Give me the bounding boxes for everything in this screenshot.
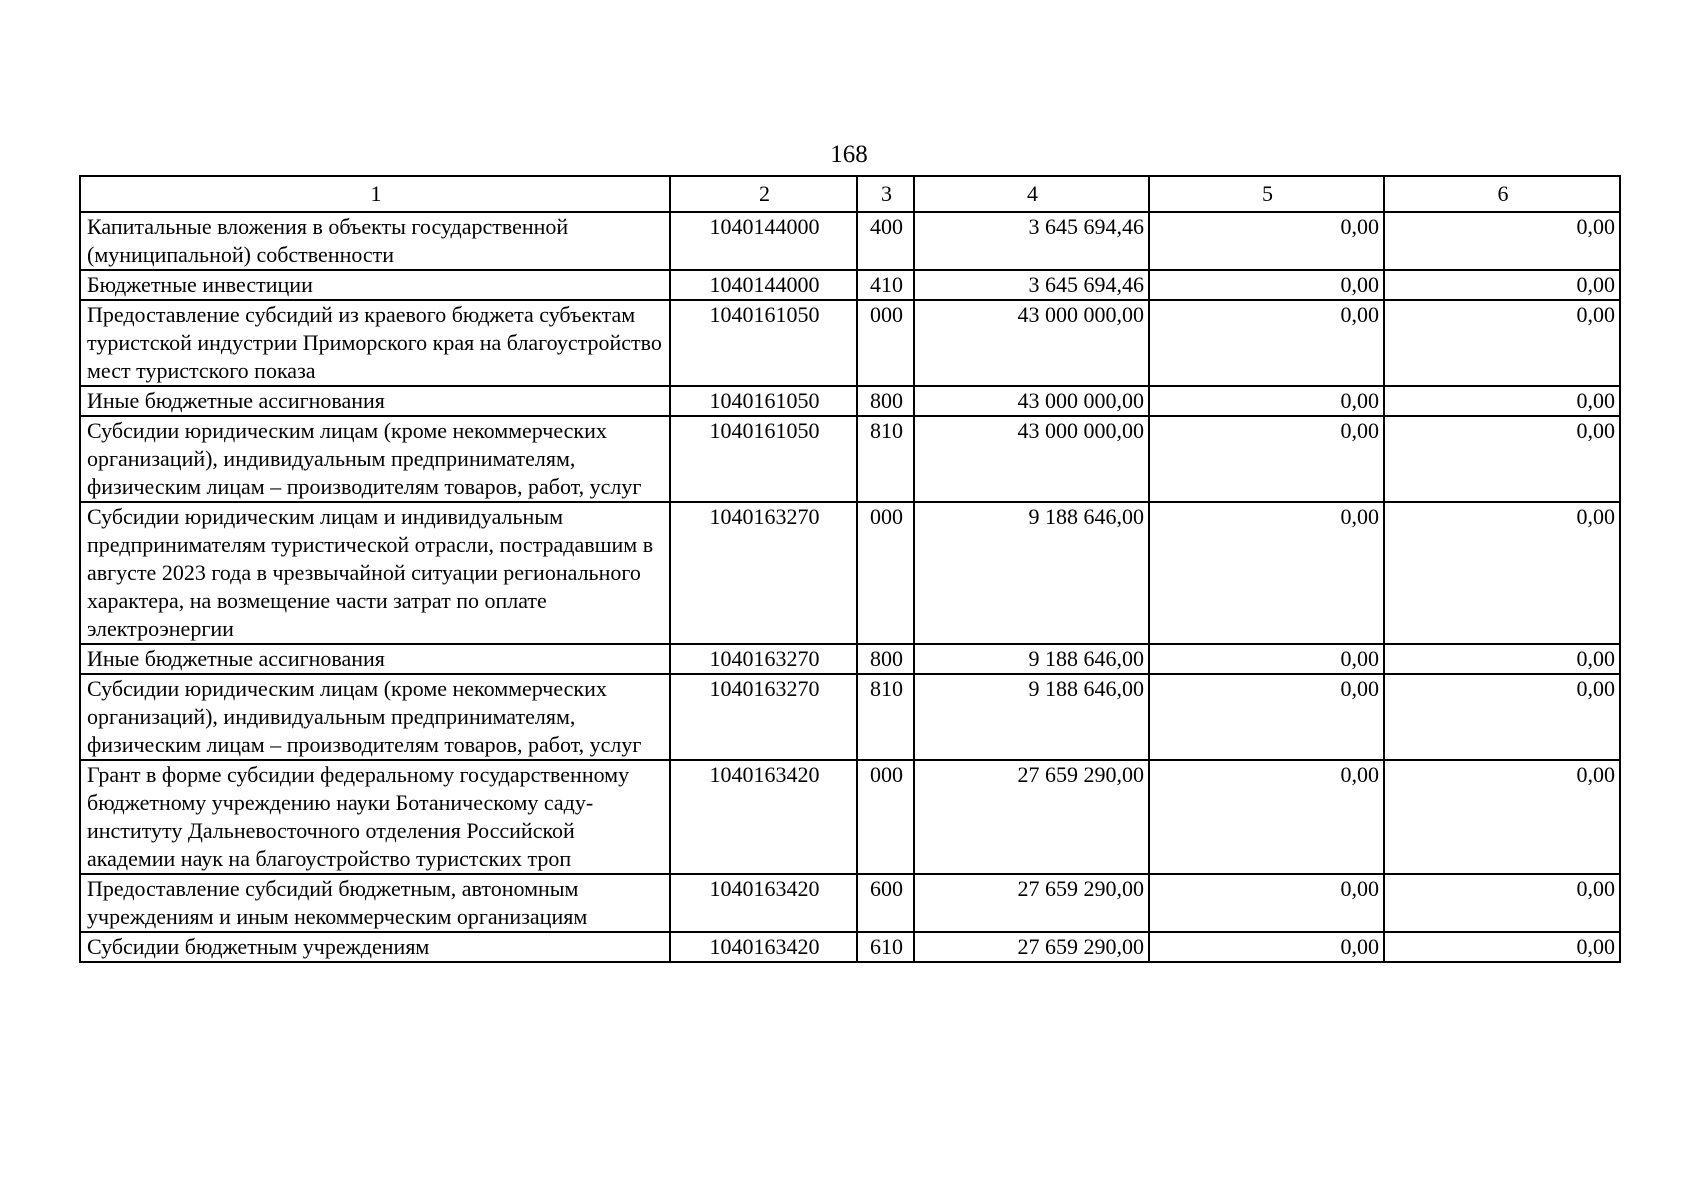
- row-code: 1040163270: [670, 644, 857, 674]
- row-name: Субсидии бюджетным учреждениям: [80, 932, 670, 962]
- row-type: 800: [857, 386, 914, 416]
- row-value-5: 0,00: [1149, 212, 1384, 270]
- table-header-row: [80, 176, 1620, 212]
- row-value-6: 0,00: [1384, 932, 1620, 962]
- row-value-4: 9 188 646,00: [914, 674, 1149, 760]
- table-row: [80, 644, 1620, 674]
- row-name: Субсидии юридическим лицам (кроме некоммерческих организаций), индивидуальным предпринимателям, физическим лицам – производителям товаров, работ, услуг: [80, 674, 670, 760]
- row-value-6: 0,00: [1384, 270, 1620, 300]
- table-row: [80, 300, 1620, 386]
- row-type: 000: [857, 300, 914, 386]
- budget-table: [79, 175, 1621, 963]
- row-type: 800: [857, 644, 914, 674]
- row-value-5: 0,00: [1149, 874, 1384, 932]
- row-code: 1040163270: [670, 502, 857, 644]
- row-code: 1040161050: [670, 300, 857, 386]
- row-value-6: 0,00: [1384, 502, 1620, 644]
- row-name: Бюджетные инвестиции: [80, 270, 670, 300]
- row-value-4: 3 645 694,46: [914, 212, 1149, 270]
- table-row: [80, 932, 1620, 962]
- row-value-5: 0,00: [1149, 760, 1384, 874]
- row-value-6: 0,00: [1384, 416, 1620, 502]
- row-value-5: 0,00: [1149, 932, 1384, 962]
- row-code: 1040161050: [670, 386, 857, 416]
- row-type: 410: [857, 270, 914, 300]
- row-name: Предоставление субсидий бюджетным, автономным учреждениям и иным некоммерческим организациям: [80, 874, 670, 932]
- table-row: [80, 386, 1620, 416]
- row-value-4: 27 659 290,00: [914, 874, 1149, 932]
- row-value-6: 0,00: [1384, 760, 1620, 874]
- column-header: 2: [670, 176, 857, 212]
- row-code: 1040163270: [670, 674, 857, 760]
- row-name: Капитальные вложения в объекты государственной (муниципальной) собственности: [80, 212, 670, 270]
- row-code: 1040144000: [670, 212, 857, 270]
- row-type: 400: [857, 212, 914, 270]
- column-header: 5: [1149, 176, 1384, 212]
- row-value-4: 27 659 290,00: [914, 932, 1149, 962]
- page-number: 168: [830, 141, 868, 168]
- row-value-5: 0,00: [1149, 386, 1384, 416]
- row-code: 1040161050: [670, 416, 857, 502]
- row-name: Субсидии юридическим лицам и индивидуальным предпринимателям туристической отрасли, пострадавшим в августе 2023 года в чрезвычайной ситуации регионального характера, на возмещение части затрат по оплате электроэнергии: [80, 502, 670, 644]
- row-value-4: 3 645 694,46: [914, 270, 1149, 300]
- row-value-5: 0,00: [1149, 416, 1384, 502]
- row-code: 1040163420: [670, 932, 857, 962]
- row-value-5: 0,00: [1149, 300, 1384, 386]
- row-value-6: 0,00: [1384, 212, 1620, 270]
- row-value-4: 27 659 290,00: [914, 760, 1149, 874]
- column-header: 3: [857, 176, 914, 212]
- row-type: 810: [857, 674, 914, 760]
- row-name: Предоставление субсидий из краевого бюджета субъектам туристской индустрии Приморского края на благоустройство мест туристского показа: [80, 300, 670, 386]
- table-row: [80, 874, 1620, 932]
- row-value-6: 0,00: [1384, 300, 1620, 386]
- row-value-4: 9 188 646,00: [914, 502, 1149, 644]
- row-type: 000: [857, 502, 914, 644]
- row-value-6: 0,00: [1384, 386, 1620, 416]
- row-value-4: 43 000 000,00: [914, 300, 1149, 386]
- row-name: Иные бюджетные ассигнования: [80, 386, 670, 416]
- table-row: [80, 502, 1620, 644]
- table-row: [80, 760, 1620, 874]
- table-row: [80, 270, 1620, 300]
- row-value-5: 0,00: [1149, 502, 1384, 644]
- row-type: 600: [857, 874, 914, 932]
- row-value-4: 43 000 000,00: [914, 416, 1149, 502]
- row-value-6: 0,00: [1384, 674, 1620, 760]
- column-header: 6: [1384, 176, 1620, 212]
- row-name: Субсидии юридическим лицам (кроме некоммерческих организаций), индивидуальным предпринимателям, физическим лицам – производителям товаров, работ, услуг: [80, 416, 670, 502]
- row-type: 000: [857, 760, 914, 874]
- row-value-5: 0,00: [1149, 674, 1384, 760]
- table-row: [80, 212, 1620, 270]
- row-type: 610: [857, 932, 914, 962]
- row-code: 1040163420: [670, 760, 857, 874]
- row-value-4: 9 188 646,00: [914, 644, 1149, 674]
- row-value-5: 0,00: [1149, 270, 1384, 300]
- row-type: 810: [857, 416, 914, 502]
- row-value-5: 0,00: [1149, 644, 1384, 674]
- row-value-4: 43 000 000,00: [914, 386, 1149, 416]
- table-row: [80, 416, 1620, 502]
- row-code: 1040163420: [670, 874, 857, 932]
- column-header: 4: [914, 176, 1149, 212]
- row-value-6: 0,00: [1384, 874, 1620, 932]
- column-header: 1: [80, 176, 670, 212]
- row-name: Грант в форме субсидии федеральному государственному бюджетному учреждению науки Ботаническому саду-институту Дальневосточного отделения Российской академии наук на благоустройство туристских троп: [80, 760, 670, 874]
- row-code: 1040144000: [670, 270, 857, 300]
- row-name: Иные бюджетные ассигнования: [80, 644, 670, 674]
- row-value-6: 0,00: [1384, 644, 1620, 674]
- table-row: [80, 674, 1620, 760]
